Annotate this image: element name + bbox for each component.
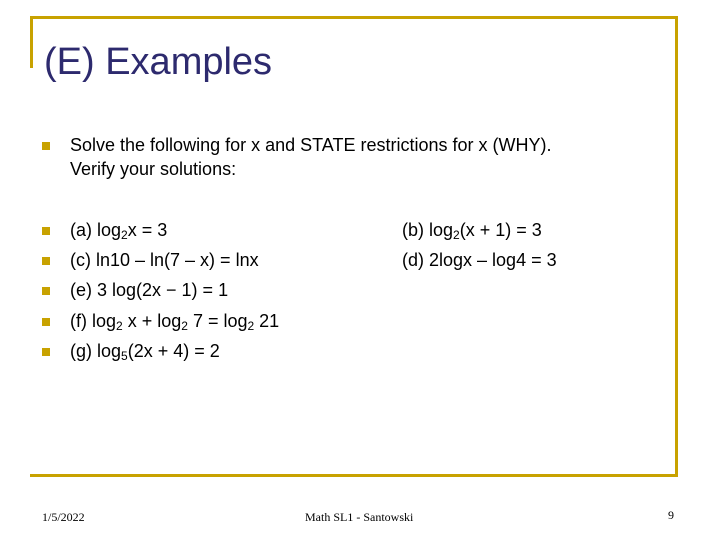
example-a: (a) $\log_2x = 3$ xyxy=(70,220,168,242)
instruction-line-2: Verify your solutions: xyxy=(70,159,237,179)
instruction-line-1: Solve the following for x and STATE restrictions for x (WHY). xyxy=(70,135,552,155)
footer-title: Math SL1 - Santowski xyxy=(305,510,414,524)
bullet-marker xyxy=(42,257,50,265)
bullet-marker xyxy=(42,348,50,356)
footer-date: 1/5/2022 xyxy=(42,510,85,524)
bullet-marker xyxy=(42,142,50,150)
bullet-marker xyxy=(42,318,50,326)
example-d: (d) 2logx – log4 = 3 xyxy=(402,250,557,270)
frame-bottom-rule xyxy=(30,474,678,477)
slide-title: (E) Examples xyxy=(44,41,273,83)
example-e: (e) 3 log(2x − 1) = 1 xyxy=(70,280,229,300)
example-c: (c) ln10 – ln(7 – x) = lnx xyxy=(70,250,259,270)
frame-right-rule xyxy=(675,16,678,476)
bullet-marker xyxy=(42,287,50,295)
example-g: (g) $\log_5(2x + 4) = 2$ xyxy=(70,341,220,363)
bullet-marker xyxy=(42,227,50,235)
frame-left-rule xyxy=(30,16,33,68)
page-number: 9 xyxy=(668,508,674,522)
example-b: (b) $\log_2(x + 1) = 3$ xyxy=(402,220,542,242)
frame-top-rule xyxy=(30,16,678,19)
example-f: (f) $\log_2 x + \log_2 7 = \log_2 21$ xyxy=(70,311,280,333)
